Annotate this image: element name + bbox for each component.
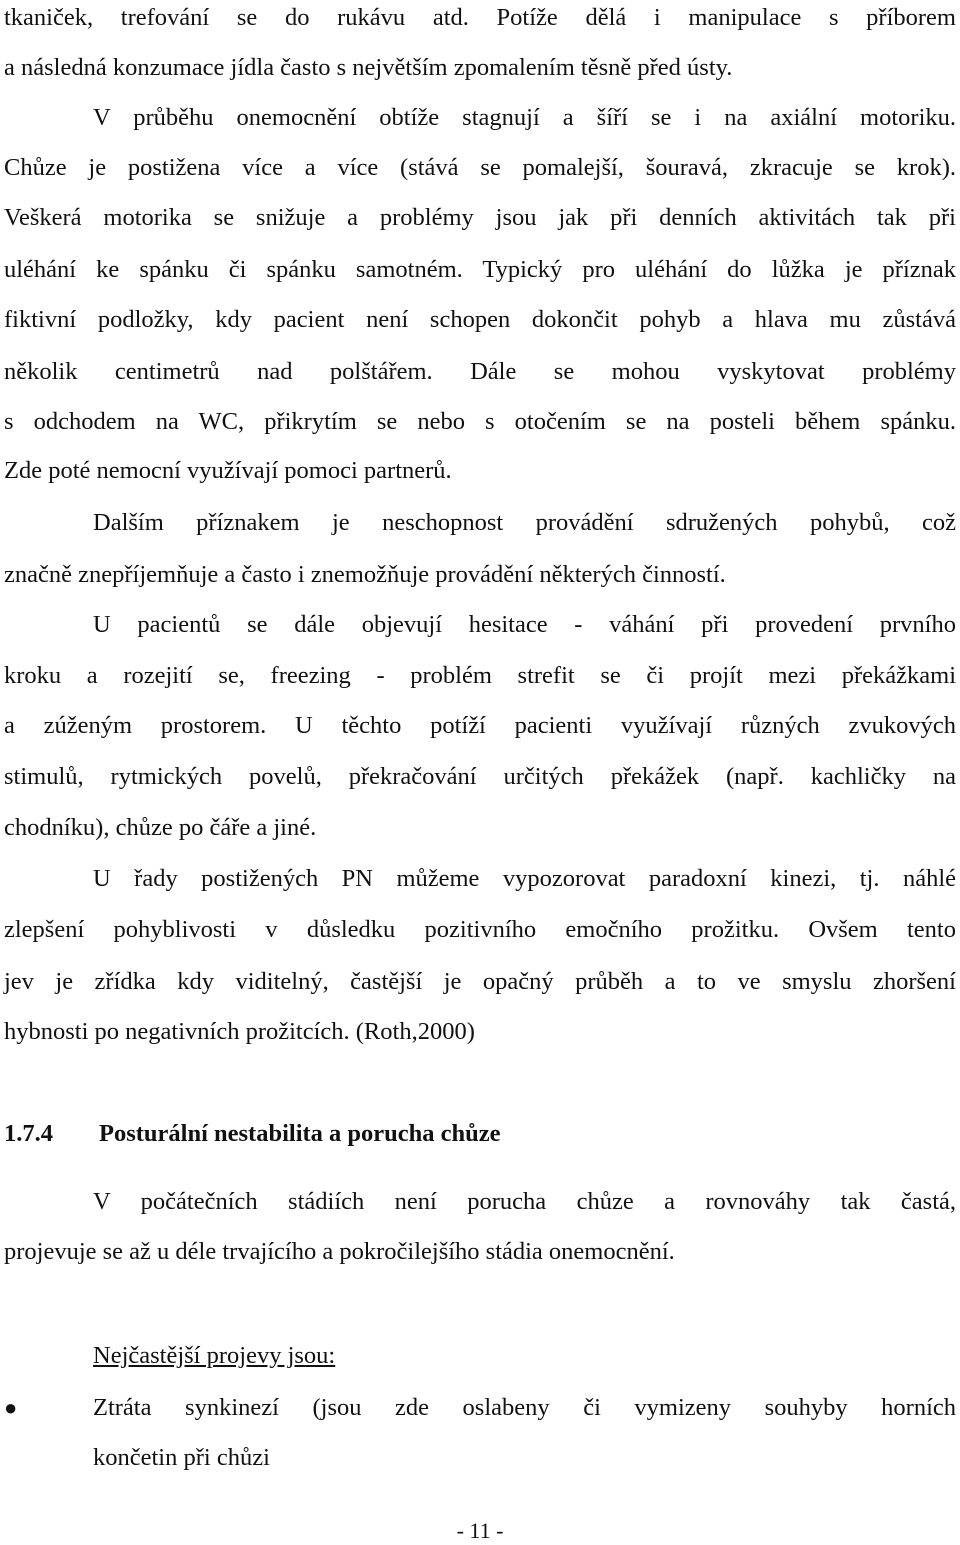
text-line: U řady postižených PN můžeme vypozorovat paradoxní kinezi, tj. náhlé	[93, 865, 956, 892]
text-line: Chůze je postižena více a více (stává se pomalejší, šouravá, zkracuje se krok).	[4, 154, 956, 181]
bullet-icon: ●	[4, 1395, 18, 1420]
text-line: několik centimetrů nad polštářem. Dále se mohou vyskytovat problémy	[4, 358, 956, 385]
text-line: U pacientů se dále objevují hesitace - váhání při provedení prvního	[93, 611, 956, 638]
text-line: a následná konzumace jídla často s největším zpomalením těsně před ústy.	[4, 54, 733, 81]
text-line: projevuje se až u déle trvajícího a pokročilejšího stádia onemocnění.	[4, 1238, 675, 1265]
text-line: Dalším příznakem je neschopnost provádění sdružených pohybů, což	[93, 509, 956, 536]
list-heading: Nejčastější projevy jsou:	[93, 1342, 336, 1369]
text-line: zlepšení pohyblivosti v důsledku pozitivního emočního prožitku. Ovšem tento	[4, 916, 956, 943]
section-title: Posturální nestabilita a porucha chůze	[99, 1120, 501, 1147]
text-line: kroku a rozejití se, freezing - problém strefit se či projít mezi překážkami	[4, 662, 956, 689]
text-line: hybnosti po negativních prožitcích. (Roth,2000)	[4, 1018, 475, 1045]
list-item-line: Ztráta synkinezí (jsou zde oslabeny či vymizeny souhyby horních	[93, 1394, 956, 1421]
text-line: fiktivní podložky, kdy pacient není schopen dokončit pohyb a hlava mu zůstává	[4, 306, 956, 333]
text-line: značně znepříjemňuje a často i znemožňuje provádění některých činností.	[4, 561, 726, 588]
text-line: stimulů, rytmických povelů, překračování určitých překážek (např. kachličky na	[4, 763, 956, 790]
text-line: uléhání ke spánku či spánku samotném. Typický pro uléhání do lůžka je příznak	[4, 256, 956, 283]
text-line: Zde poté nemocní využívají pomoci partnerů.	[4, 457, 452, 484]
text-line: V průběhu onemocnění obtíže stagnují a šíří se i na axiální motoriku.	[93, 104, 956, 131]
page-number: - 11 -	[456, 1518, 504, 1543]
text-line: s odchodem na WC, přikrytím se nebo s otočením se na posteli během spánku.	[4, 408, 956, 435]
text-line: V počátečních stádiích není porucha chůze a rovnováhy tak častá,	[93, 1188, 956, 1215]
text-line: jev je zřídka kdy viditelný, častější je opačný průběh a to ve smyslu zhoršení	[4, 968, 956, 995]
section-number: 1.7.4	[4, 1120, 53, 1147]
text-line: chodníku), chůze po čáře a jiné.	[4, 814, 317, 841]
text-line: tkaniček, trefování se do rukávu atd. Potíže dělá i manipulace s příborem	[4, 4, 956, 31]
section-heading	[4, 1118, 501, 1150]
list-item-line: končetin při chůzi	[93, 1444, 270, 1471]
text-line: a zúženým prostorem. U těchto potíží pacienti využívají různých zvukových	[4, 712, 956, 739]
text-line: Veškerá motorika se snižuje a problémy jsou jak při denních aktivitách tak při	[4, 204, 956, 231]
